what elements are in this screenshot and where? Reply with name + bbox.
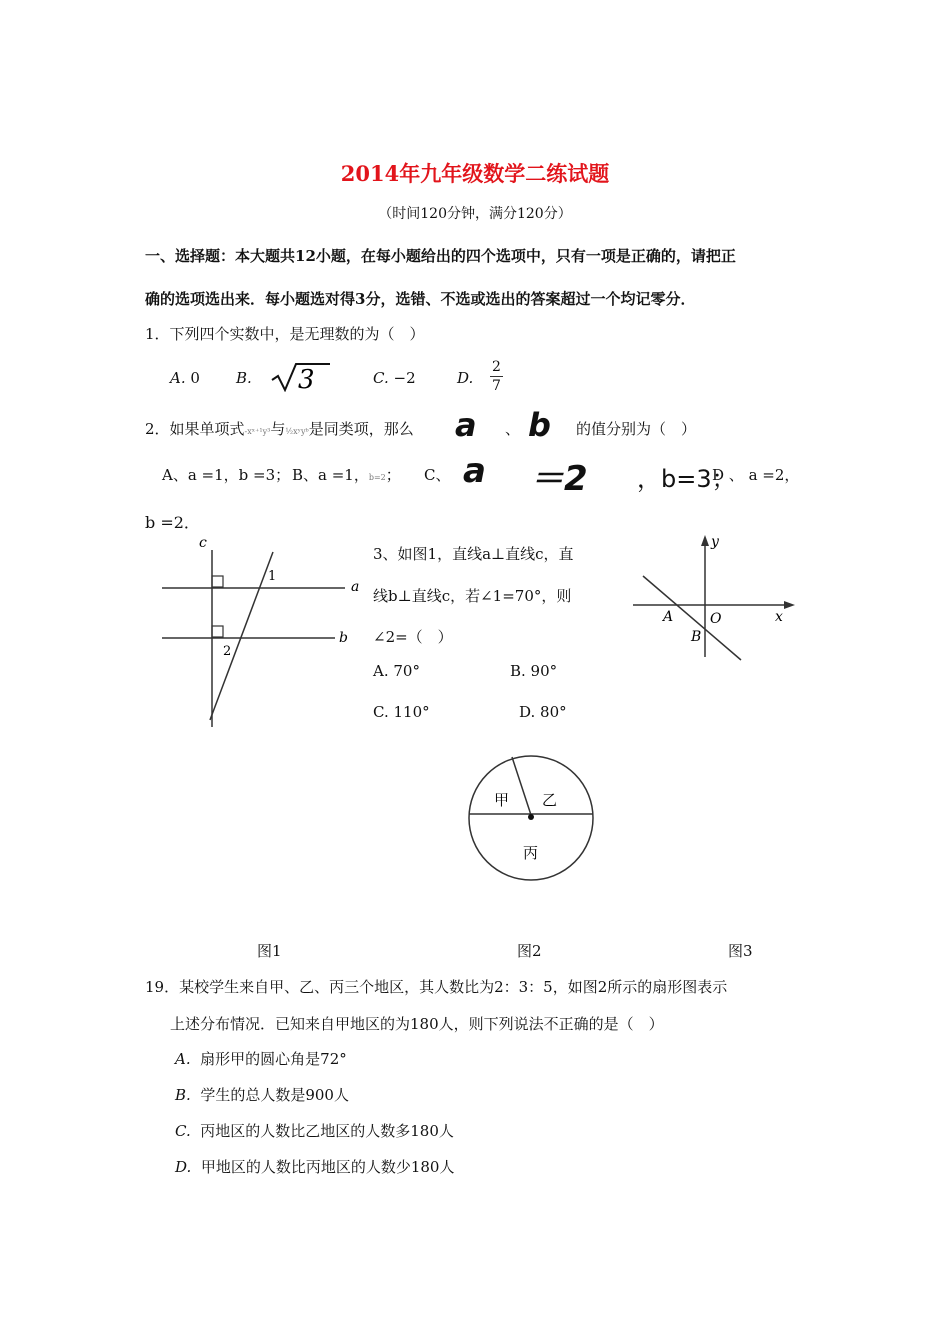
q1-stem: 1．下列四个实数中，是无理数的为（ ） xyxy=(145,325,425,343)
q3-line2: 线b⊥直线c，若∠1=70°，则 xyxy=(373,587,572,605)
label-angle-2: 2 xyxy=(223,644,232,659)
label-a: a xyxy=(351,579,360,595)
section-instructions-line1: 一、选择题：本大题共12小题，在每小题给出的四个选项中，只有一项是正确的，请把正 xyxy=(145,247,736,265)
q2-option-c-label: C、 xyxy=(424,466,451,484)
q2-stem xyxy=(145,418,414,439)
q2-stem-mid: 是同类项，那么 xyxy=(308,420,414,438)
x-axis-arrow-icon xyxy=(784,601,795,609)
q19-option-c xyxy=(175,1120,454,1141)
q3-line1: 3、如图1，直线a⊥直线c，直 xyxy=(373,545,574,563)
transversal-line xyxy=(210,552,273,720)
q1-b-value: 3 xyxy=(298,365,315,392)
q2-term1: -xˣ⁺¹y³ xyxy=(244,427,271,436)
q1-option-c xyxy=(373,369,416,387)
q19-d-label: D. xyxy=(175,1158,192,1176)
q3-option-a: A. 70° xyxy=(373,662,420,680)
q1-option-d xyxy=(457,369,473,387)
caption-figure-2: 图2 xyxy=(517,942,542,960)
q1-b-label: B. xyxy=(236,369,252,387)
figure-1 xyxy=(155,532,370,732)
q19-a-label: A. xyxy=(175,1050,191,1068)
q1-d-label: D. xyxy=(457,369,474,387)
q3-line3: ∠2=（ ） xyxy=(373,628,453,646)
sector-jia-label: 甲 xyxy=(494,791,510,809)
q19-c-label: C. xyxy=(175,1122,191,1140)
q19-b-text: 学生的总人数是900人 xyxy=(200,1086,349,1104)
sector-yi-label: 乙 xyxy=(542,791,558,809)
q2-sep: 、 xyxy=(505,420,521,438)
q19-d-text: 甲地区的人数比丙地区的人数少180人 xyxy=(200,1158,455,1176)
q2-option-c-a: a xyxy=(463,451,486,491)
sqrt-sign-icon xyxy=(268,360,332,392)
sqrt3-expression xyxy=(268,360,332,396)
q1-d-fraction xyxy=(490,358,503,395)
q2-b-text: B、a =1， xyxy=(292,466,369,484)
section-instructions-line2: 确的选项选出来．每小题选对得3分，选错、不选或选出的答案超过一个均记零分． xyxy=(145,290,696,308)
q1-c-label: C. xyxy=(373,369,389,387)
q2-b-tiny: b=2 xyxy=(368,473,386,482)
q3-option-c: C. 110° xyxy=(373,703,430,721)
y-axis-arrow-icon xyxy=(701,535,709,546)
q19-option-a xyxy=(175,1048,347,1069)
label-c: c xyxy=(199,535,207,551)
q2-option-c-b: ，b=3； xyxy=(637,465,736,493)
q2-option-d-cont: b =2． xyxy=(145,513,200,532)
q2-with: 与 xyxy=(270,420,286,438)
center-dot xyxy=(528,814,534,820)
fraction-denominator: 7 xyxy=(492,378,501,394)
label-b: b xyxy=(339,630,348,646)
q2-var-a: a xyxy=(455,406,477,444)
q2-option-a: A、a =1，b =3； xyxy=(162,466,291,484)
q19-c-text: 丙地区的人数比乙地区的人数多180人 xyxy=(200,1122,454,1140)
page-title: 2014年九年级数学二练试题 xyxy=(340,161,610,186)
q19-a-text: 扇形甲的圆心角是72° xyxy=(200,1050,347,1068)
q19-b-label: B. xyxy=(175,1086,191,1104)
label-x: x xyxy=(775,609,783,625)
q2-var-b: b xyxy=(528,406,551,444)
caption-figure-3: 图3 xyxy=(728,942,753,960)
q2-option-c-eq: ＝2 xyxy=(530,459,588,499)
label-A: A xyxy=(663,609,674,625)
q1-c-value: −2 xyxy=(393,369,416,387)
q19-option-b xyxy=(175,1084,349,1105)
right-angle-mark-a xyxy=(212,576,223,587)
q1-option-b xyxy=(236,369,252,387)
q1-a-label: A. xyxy=(170,369,186,387)
q19-line2: 上述分布情况．已知来自甲地区的为180人，则下列说法不正确的是（ ） xyxy=(170,1015,664,1033)
q2-term2: ½xʸyᵇ xyxy=(285,427,309,436)
q2-stem-start: 2．如果单项式 xyxy=(145,420,245,438)
label-B: B xyxy=(691,629,702,645)
fraction-numerator: 2 xyxy=(492,359,501,375)
q19-line1: 19．某校学生来自甲、乙、丙三个地区，其人数比为2：3：5，如图2所示的扇形图表示 xyxy=(145,978,728,996)
figure-2 xyxy=(462,750,602,890)
q2-stem-end: 的值分别为（ ） xyxy=(576,420,697,438)
page-subtitle: （时间120分钟，满分120分） xyxy=(378,206,572,222)
q19-option-d xyxy=(175,1156,454,1177)
figure-3 xyxy=(625,532,800,667)
pie-radius xyxy=(512,757,531,815)
q2-b-end: ； xyxy=(385,466,401,484)
label-O: O xyxy=(710,611,722,627)
label-angle-1: 1 xyxy=(268,569,277,584)
q2-option-b xyxy=(292,464,401,485)
sector-bing-label: 丙 xyxy=(523,844,539,862)
q1-option-a xyxy=(170,369,200,387)
q3-option-d: D. 80° xyxy=(519,703,567,721)
q1-a-value: 0 xyxy=(190,369,200,387)
line-ab xyxy=(643,576,741,660)
q2-option-d: D 、 a =2， xyxy=(712,466,800,484)
right-angle-mark-b xyxy=(212,626,223,637)
q3-option-b: B. 90° xyxy=(510,662,558,680)
caption-figure-1: 图1 xyxy=(257,942,282,960)
label-y: y xyxy=(711,534,719,550)
